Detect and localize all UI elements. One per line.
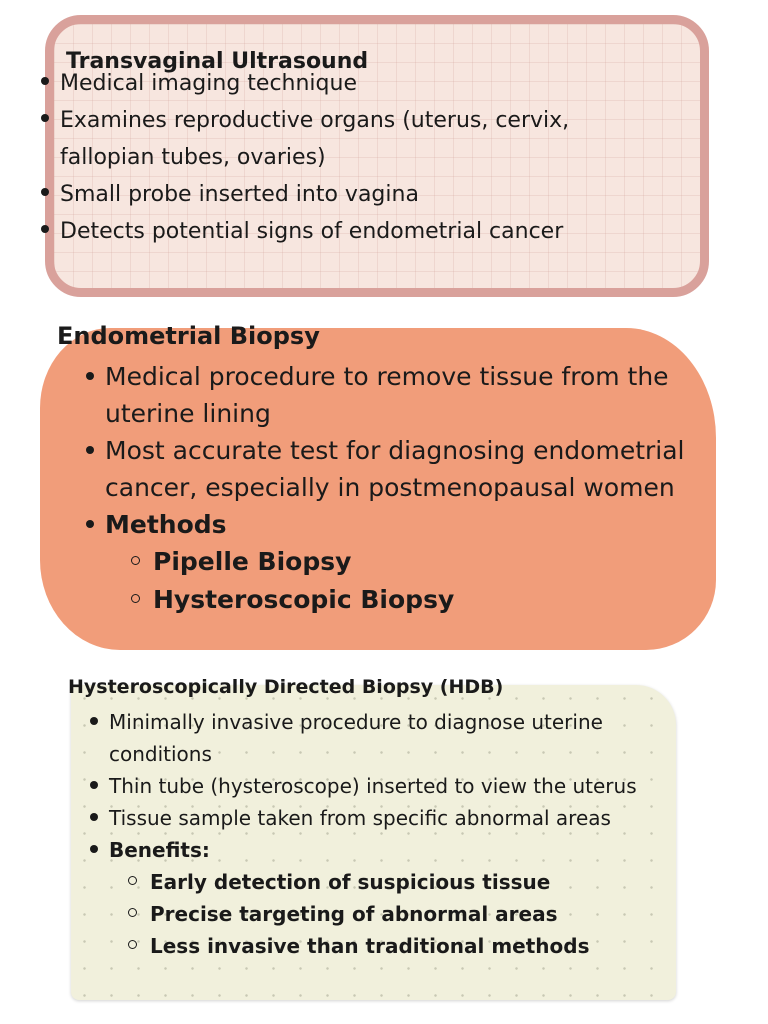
hdb-title: Hysteroscopically Directed Biopsy (HDB) — [68, 676, 504, 698]
methods-item — [105, 506, 755, 619]
hdb-list — [109, 706, 709, 962]
method-item: Hysteroscopic Biopsy — [153, 581, 755, 619]
list-item: Tissue sample taken from specific abnormal areas — [109, 802, 709, 834]
list-item: Medical procedure to remove tissue from the uterine lining — [105, 358, 755, 432]
list-item: Thin tube (hysteroscope) inserted to view the uterus — [109, 770, 709, 802]
endometrial-title: Endometrial Biopsy — [57, 322, 320, 350]
benefits-label: Benefits: — [109, 838, 210, 862]
transvaginal-list — [60, 65, 620, 250]
benefit-item: Less invasive than traditional methods — [150, 930, 709, 962]
transvaginal-title: Transvaginal Ultrasound — [66, 49, 369, 74]
endometrial-list — [105, 358, 755, 619]
list-item: Medical imaging technique — [60, 65, 620, 102]
benefits-list — [109, 866, 709, 962]
methods-list — [105, 543, 755, 619]
methods-label: Methods — [105, 510, 227, 539]
benefit-item: Precise targeting of abnormal areas — [150, 898, 709, 930]
list-item: Small probe inserted into vagina — [60, 176, 620, 213]
list-item: Detects potential signs of endometrial cancer — [60, 213, 620, 250]
list-item: Examines reproductive organs (uterus, cervix, fallopian tubes, ovaries) — [60, 102, 620, 176]
benefit-item: Early detection of suspicious tissue — [150, 866, 709, 898]
list-item: Minimally invasive procedure to diagnose uterine conditions — [109, 706, 709, 770]
benefits-item — [109, 834, 709, 962]
list-item: Most accurate test for diagnosing endometrial cancer, especially in postmenopausal women — [105, 432, 755, 506]
method-item: Pipelle Biopsy — [153, 543, 755, 581]
